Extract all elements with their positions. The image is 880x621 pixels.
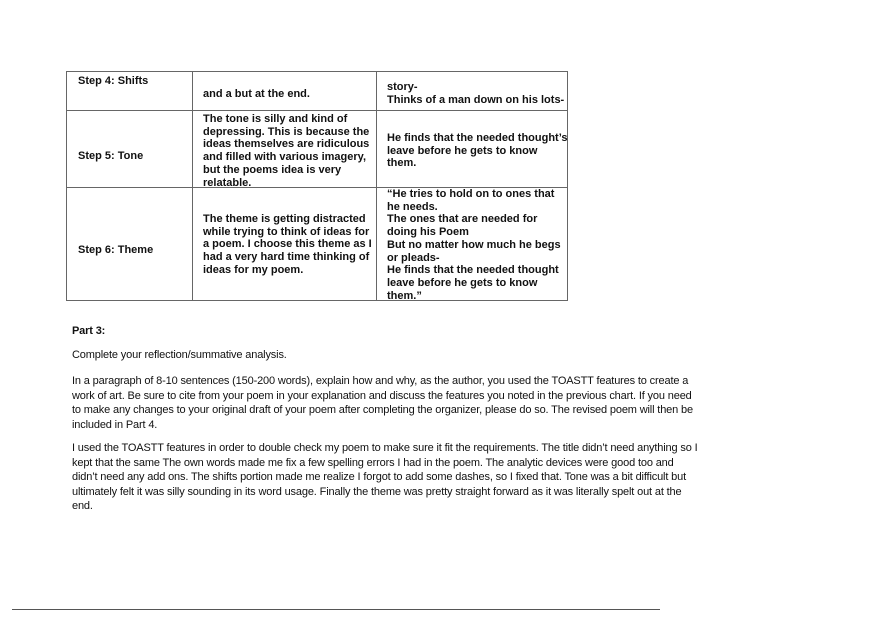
evidence-line: leave before he gets to know: [387, 144, 538, 157]
row-label: Step 6: Theme: [78, 244, 154, 256]
column-divider: [376, 72, 377, 300]
analysis-line: relatable.: [203, 176, 252, 189]
analysis-line: depressing. This is because the: [203, 125, 370, 138]
page-footer-rule: [12, 609, 660, 610]
analysis-line: had a very hard time thinking of: [203, 251, 370, 264]
analysis-line: The theme is getting distracted: [203, 213, 366, 225]
response-line: end.: [72, 500, 93, 513]
analysis-line: and filled with various imagery,: [203, 151, 367, 164]
response-line: kept that the same The own words made me fix a few spelling errors I had in the poem. The analytic devices were good too and: [72, 456, 674, 469]
evidence-line: story-: [387, 81, 418, 93]
evidence-line: them.”: [387, 289, 422, 302]
column-divider: [192, 72, 193, 300]
evidence-line: He finds that the needed thought’s: [387, 132, 568, 144]
instruction-text: Complete your reflection/summative analysis.: [72, 349, 287, 361]
evidence-line: “He tries to hold on to ones that: [387, 188, 555, 200]
analysis-line: while trying to think of ideas for: [203, 225, 370, 238]
prompt-line: work of art. Be sure to cite from your poem in your explanation and discuss the features you noted in the previous chart. If you need: [72, 389, 692, 402]
evidence-line: he needs.: [387, 200, 438, 213]
evidence-line: Thinks of a man down on his lots-: [387, 93, 565, 106]
prompt-line: In a paragraph of 8-10 sentences (150-200 words), explain how and why, as the author, you used the TOASTT features to create a: [72, 375, 689, 387]
toastt-table: [66, 71, 568, 301]
analysis-line: a poem. I choose this theme as I: [203, 238, 372, 251]
evidence-line: The ones that are needed for: [387, 213, 538, 226]
evidence-line: them.: [387, 157, 417, 170]
evidence-line: leave before he gets to know: [387, 276, 538, 289]
analysis-line: but the poems idea is very: [203, 163, 342, 176]
evidence-line: or pleads-: [387, 251, 440, 264]
response-line: didn’t need any add ons. The shifts portion made me realize I forgot to add some dashes, so I fixed that. Tone was a bit difficult but: [72, 471, 687, 484]
analysis-line: The tone is silly and kind of: [203, 113, 348, 125]
row-divider: [67, 110, 567, 111]
analysis-line: and a but at the end.: [203, 88, 310, 100]
part3-heading: Part 3:: [72, 325, 106, 337]
evidence-line: doing his Poem: [387, 226, 469, 239]
response-line: I used the TOASTT features in order to double check my poem to make sure it fit the requirements. The title didn’t need anything so I: [72, 442, 698, 454]
row-label: Step 5: Tone: [78, 150, 144, 162]
prompt-line: to make any changes to your original draft of your poem after completing the organizer, please do so. The revised poem will then be: [72, 404, 693, 417]
prompt-line: included in Part 4.: [72, 418, 158, 431]
row-label: Step 4: Shifts: [78, 75, 149, 87]
response-line: ultimately felt it was silly sounding in its word usage. Finally the theme was pretty straight forward as it was literally spelt out at the: [72, 485, 682, 498]
evidence-line: But no matter how much he begs: [387, 238, 561, 251]
analysis-line: ideas for my poem.: [203, 263, 304, 276]
analysis-line: ideas themselves are ridiculous: [203, 138, 370, 151]
evidence-line: He finds that the needed thought: [387, 264, 559, 277]
